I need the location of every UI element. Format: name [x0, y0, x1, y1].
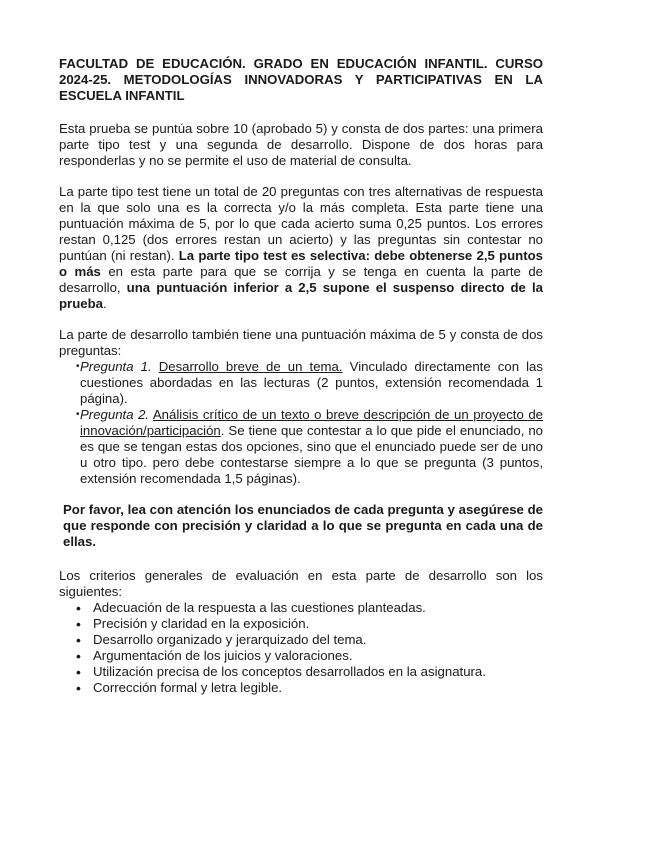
bullet-icon: •	[76, 648, 81, 664]
list-item	[59, 680, 543, 696]
list-item	[59, 359, 543, 407]
bullet-icon: •	[76, 632, 81, 648]
development-questions-list	[59, 359, 543, 487]
intro-paragraph: Esta prueba se puntúa sobre 10 (aprobado 5) y consta de dos partes: una primera parte tipo test y una segunda de desarrollo. Dispone de dos horas para responderlas y no se permite el uso de material de consulta.	[59, 121, 543, 168]
criteria-intro: Los criterios generales de evaluación en esta parte de desarrollo son los siguientes:	[59, 568, 543, 599]
test-section-paragraph	[59, 184, 543, 312]
test-text-2: en esta parte para que se corrija y se tenga en cuenta la parte de desarrollo,	[59, 264, 543, 295]
bullet-icon: •	[76, 664, 81, 680]
list-item	[59, 664, 543, 680]
question-1-topic: Desarrollo breve de un tema.	[158, 359, 343, 374]
criteria-list	[59, 600, 543, 696]
list-item	[59, 407, 543, 487]
page-title: FACULTAD DE EDUCACIÓN. GRADO EN EDUCACIÓN INFANTIL. CURSO 2024-25. METODOLOGÍAS INNOVADORAS Y PARTICIPATIVAS EN LA ESCUELA INFANTIL	[59, 56, 543, 103]
criteria-item: Corrección formal y letra legible.	[93, 680, 283, 695]
bullet-icon: •	[76, 409, 80, 420]
test-bold-1: La parte tipo test es selectiva: debe obtenerse 2,5 puntos o más	[59, 248, 543, 279]
bullet-icon: •	[76, 361, 80, 372]
list-item	[59, 616, 543, 632]
list-item	[59, 600, 543, 616]
list-item	[59, 648, 543, 664]
exam-instructions-page	[59, 56, 543, 696]
test-text-3: .	[102, 296, 107, 311]
question-1-description: Vinculado directamente con las cuestiones abordadas en las lecturas (2 puntos, extensión recomendada 1 página).	[80, 359, 543, 406]
criteria-item: Desarrollo organizado y jerarquizado del tema.	[93, 632, 367, 647]
question-2-description: . Se tiene que contestar a lo que pide el enunciado, no es que se tengan estas dos opciones, sino que el enunciado puede ser de uno u otro tipo. pero debe contestarse siempre a lo que se pregunta (3 puntos, extensión recomendada 1,5 páginas).	[80, 423, 543, 486]
test-bold-2: una puntuación inferior a 2,5 supone el suspenso directo de la prueba	[59, 280, 543, 311]
criteria-item: Argumentación de los juicios y valoraciones.	[93, 648, 353, 663]
list-item	[59, 632, 543, 648]
criteria-item: Precisión y claridad en la exposición.	[93, 616, 310, 631]
bullet-icon: •	[76, 600, 81, 616]
bullet-icon: •	[76, 616, 81, 632]
bullet-icon: •	[76, 680, 81, 696]
criteria-item: Adecuación de la respuesta a las cuestiones planteadas.	[93, 600, 426, 615]
test-text-1: La parte tipo test tiene un total de 20 preguntas con tres alternativas de respuesta en la que solo una es la correcta y/o la más completa. Esta parte tiene una puntuación máxima de 5, por lo que cada acierto suma 0,25 puntos. Los errores restan 0,125 (dos errores restan un acierto) y las preguntas sin contestar no puntúan (ni restan).	[59, 184, 543, 263]
question-1-label: Pregunta 1.	[80, 359, 152, 374]
development-intro: La parte de desarrollo también tiene una puntuación máxima de 5 y consta de dos preguntas:	[59, 327, 543, 358]
emphasis-paragraph: Por favor, lea con atención los enunciados de cada pregunta y asegúrese de que responde con precisión y claridad a lo que se pregunta en cada una de ellas.	[63, 502, 543, 549]
question-2-topic: Análisis crítico de un texto o breve descripción de un proyecto de innovación/participación	[80, 407, 543, 438]
question-2-label: Pregunta 2.	[80, 407, 150, 422]
criteria-item: Utilización precisa de los conceptos desarrollados en la asignatura.	[93, 664, 486, 679]
